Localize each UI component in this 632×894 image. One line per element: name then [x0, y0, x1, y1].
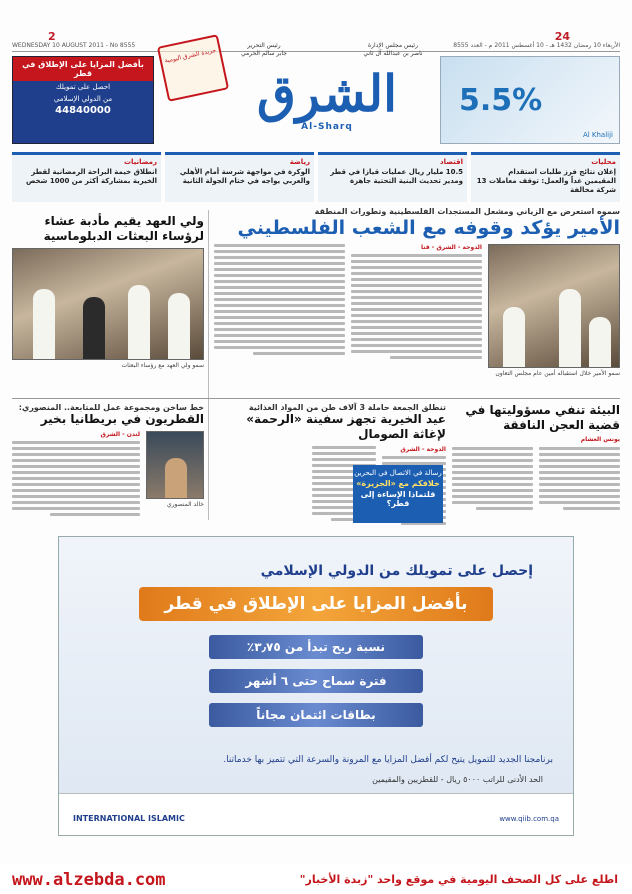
- section-teasers: [12, 152, 620, 202]
- editor-block: [234, 42, 294, 58]
- teaser-text: 10.5 مليار ريال عمليات قيازا في قطر ومدير تحديث البنية التحتية جاهزة: [330, 168, 463, 185]
- section-rule: [12, 398, 620, 399]
- inline-ad-line1: رسالة في الاتصال في البحرين: [354, 469, 442, 477]
- ad-bank-logo: INTERNATIONAL ISLAMIC: [73, 814, 185, 823]
- photo-figure: [165, 458, 187, 498]
- page-number-right: 24: [554, 30, 570, 43]
- footer-message: اطلع على كل الصحف اليومية في موقع واحد "زبدة الأخبار": [299, 873, 618, 886]
- text-column: [214, 244, 345, 368]
- photo-figure: [83, 297, 105, 359]
- teaser-section: محليات: [591, 158, 616, 166]
- top-right-ad[interactable]: [440, 56, 620, 144]
- photo-figure: [168, 293, 190, 359]
- chairman-block: [358, 42, 428, 58]
- teaser-text: انطلاق خيمة البراحة الرمضانية لقطر الخيرية بمشاركة أكثر من 1000 شخص: [25, 168, 157, 185]
- date-line-en: WEDNESDAY 10 AUGUST 2011 - No 8555: [12, 42, 136, 49]
- column-divider: [208, 210, 209, 520]
- inline-ad[interactable]: [353, 465, 443, 523]
- full-page-ad[interactable]: [58, 536, 574, 836]
- ad-title: إحصل على تمويلك من الدولي الإسلامي: [260, 563, 533, 579]
- teaser-ramadan[interactable]: [12, 152, 161, 202]
- teaser-section: رمضانيات: [123, 158, 157, 166]
- somalia-byline: الدوحة - الشرق: [400, 446, 446, 453]
- main-headline: الأمير يؤكد وقوفه مع الشعب الفلسطيني: [237, 217, 620, 239]
- top-left-ad-line1: احصل على تمويلك: [55, 83, 111, 91]
- page-number-left: 2: [48, 30, 56, 43]
- inline-ad-line2: خلافكم مع «الجزيرة»: [356, 479, 440, 488]
- somalia-kicker: تنطلق الجمعة حاملة 3 آلاف طن من المواد الغذائية: [248, 403, 446, 412]
- side-headline: ولي العهد يقيم مأدبة عشاء لرؤساء البعثات الدبلوماسية: [43, 214, 204, 243]
- top-left-ad-phone: 44840000: [55, 105, 111, 116]
- photo-figure: [33, 289, 55, 359]
- top-left-ad-line2: من الدولي الإسلامي: [53, 95, 113, 103]
- uk-kicker: خط ساخن ومجموعة عمل للمتابعة.. المنصوري:: [18, 403, 204, 412]
- teaser-text: إعلان نتائج فرز طلبات استقدام المقيمين غداً والعمل: توقف معاملات 13 شركة مخالفة: [476, 168, 616, 194]
- footer-bar: [0, 864, 632, 894]
- teaser-sports[interactable]: [165, 152, 314, 202]
- text-column: [351, 244, 482, 368]
- side-article[interactable]: [12, 214, 204, 389]
- teaser-section: رياضة: [289, 158, 310, 166]
- newspaper-logo[interactable]: [227, 66, 427, 146]
- chairman-name: ناصر بن عبدالله آل ثاني: [363, 50, 423, 57]
- main-body: [214, 244, 620, 368]
- uk-caption: خالد المنصوري: [166, 501, 204, 508]
- side-photo[interactable]: [12, 248, 204, 360]
- main-article[interactable]: [214, 207, 620, 397]
- top-left-ad[interactable]: [12, 56, 154, 144]
- teaser-economy[interactable]: [318, 152, 467, 202]
- photo-figure: [503, 307, 525, 367]
- teaser-local[interactable]: [471, 152, 620, 202]
- ad-banner: بأفضل المزايا على الإطلاق في قطر: [139, 587, 493, 621]
- ad-website[interactable]: www.qiib.com.qa: [499, 815, 559, 823]
- photo-figure: [128, 285, 150, 359]
- top-left-ad-header: بأفضل المزايا على الإطلاق في قطر: [13, 57, 153, 81]
- date-line-ar: الأربعاء 10 رمضان 1432 هـ - 10 أغسطس 2011 م - العدد 8555: [453, 42, 620, 49]
- article-environment[interactable]: [452, 403, 620, 523]
- somalia-headline: عيد الخيرية تجهز سفينة «الرحمة» لإغاثة الصومال: [246, 412, 446, 441]
- chairman-label: رئيس مجلس الإدارة: [367, 42, 419, 49]
- logo-latin: Al-Sharq: [301, 122, 353, 132]
- main-byline: الدوحة - الشرق - قنا: [421, 244, 482, 251]
- uk-headline: القطريون في بريطانيا بخير: [40, 412, 204, 426]
- editor-label: رئيس التحرير: [247, 42, 281, 49]
- main-photo[interactable]: [488, 244, 620, 368]
- stamp-text: جريدة الشرق اليومية: [164, 46, 217, 65]
- env-byline: يونس العشام: [580, 436, 620, 443]
- ad-footer: [59, 793, 573, 835]
- ad-description: برنامجنا الجديد للتمويل يتيح لكم أفضل المزايا مع المرونة والسرعة التي تتميز بها خدماتنا.: [223, 755, 553, 765]
- ad-offer-profit: نسبة ربح تبدأ من ٣٫٧٥٪: [209, 635, 423, 659]
- env-headline: البيئة تنفي مسؤوليتها في قضية العجن النافقة: [465, 403, 620, 432]
- red-stamp: [157, 34, 229, 102]
- photo-figure: [559, 289, 581, 367]
- date-line: [12, 40, 620, 52]
- ad-offer-grace: فترة سماح حتى ٦ أشهر: [209, 669, 423, 693]
- side-caption: سمو ولي العهد مع رؤساء البعثات: [121, 362, 204, 369]
- uk-photo[interactable]: [146, 431, 204, 499]
- ad-conditions: الحد الأدنى للراتب ٥٠٠٠ ريال - للقطريين والمقيمين: [372, 775, 543, 784]
- inline-ad-line3: قلتماذا الإساءة إلى قطر؟: [360, 490, 436, 508]
- main-caption: سمو الأمير خلال استقباله أمين عام مجلس التعاون: [495, 370, 620, 377]
- footer-url[interactable]: www.alzebda.com: [12, 870, 166, 890]
- teaser-text: الوكرة في مواجهة شرسة أمام الأهلي والعربي يواجه في ختام الجولة الثانية: [179, 168, 310, 185]
- article-uk[interactable]: [12, 403, 204, 523]
- ad-brand: Al Khaliji: [582, 131, 613, 139]
- ad-rate: 5.5%: [459, 83, 543, 118]
- main-kicker: سموه استعرض مع الزياني ومشعل المستجدات الفلسطينية وتطورات المنطقة: [314, 207, 620, 216]
- logo-arabic: الشرق: [256, 64, 398, 123]
- ad-offer-cards: بطاقات ائتمان مجاناً: [209, 703, 423, 727]
- teaser-section: اقتصاد: [440, 158, 463, 166]
- editor-name: جابر سالم الحرمي: [241, 50, 287, 57]
- photo-figure: [589, 317, 611, 367]
- uk-byline: لندن - الشرق: [100, 431, 140, 438]
